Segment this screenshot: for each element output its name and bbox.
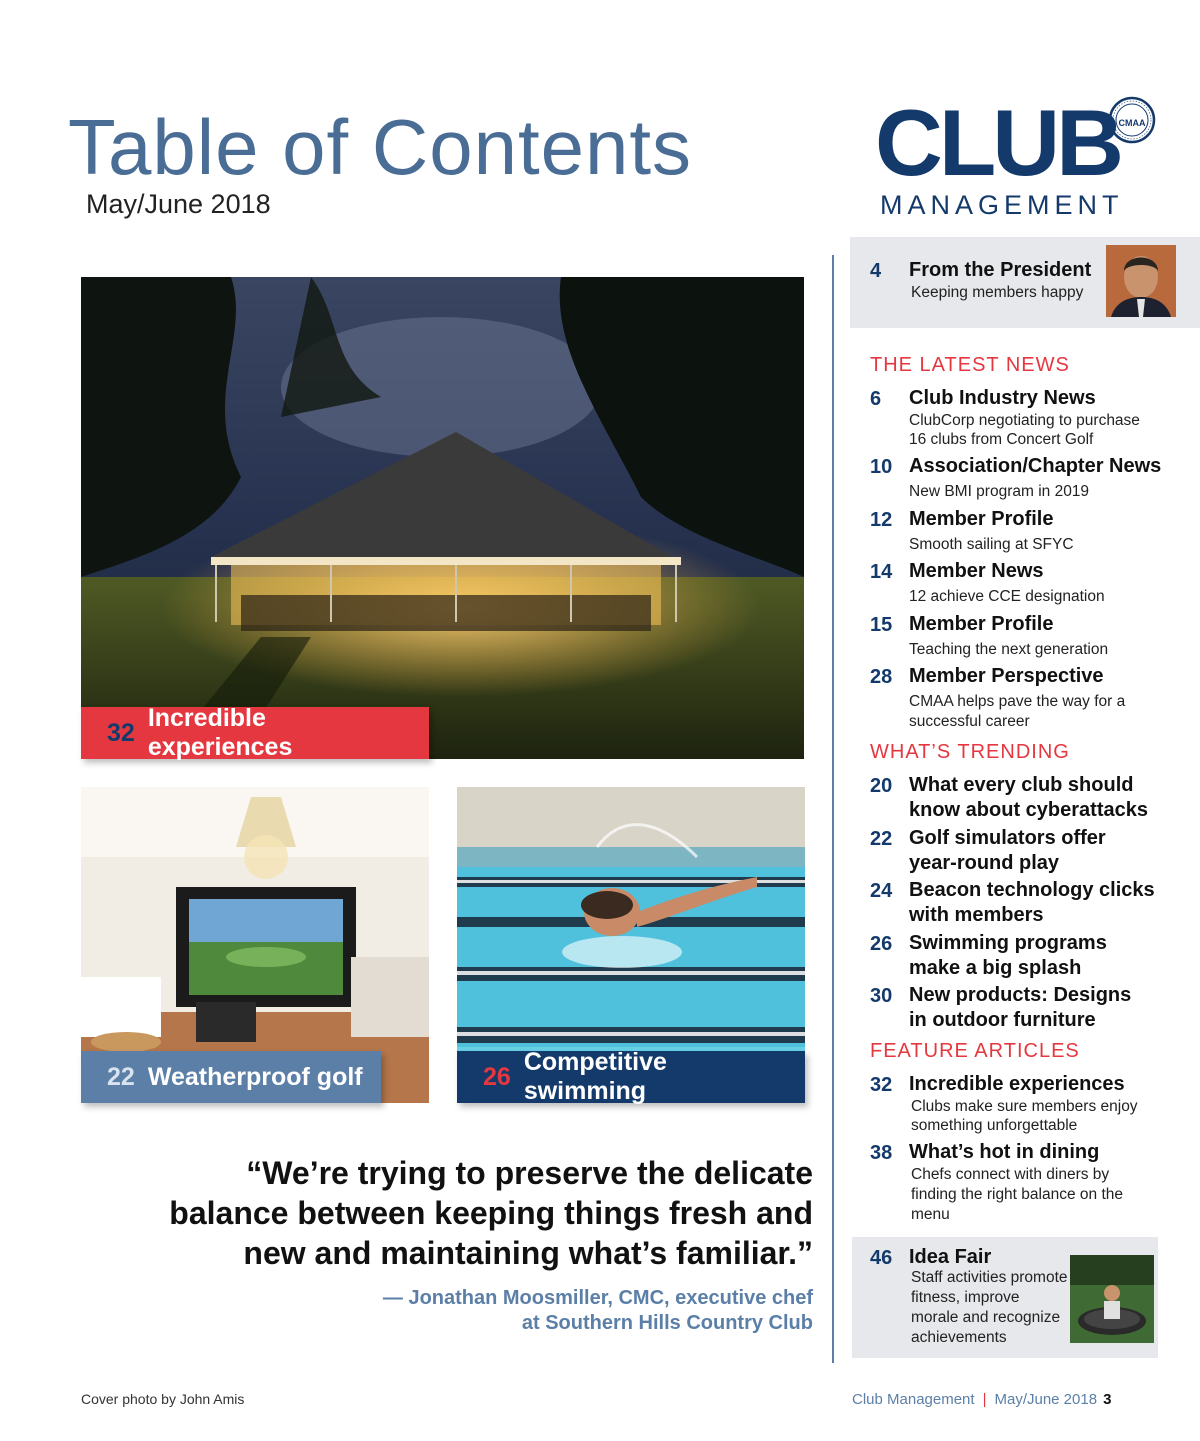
entry-title: Golf simulators offer <box>909 827 1106 849</box>
footer-page-number: 3 <box>1103 1391 1112 1408</box>
issue-date: May/June 2018 <box>86 189 271 219</box>
page-footer <box>852 1391 1111 1408</box>
entry-subtitle: finding the right balance on the <box>911 1186 1123 1203</box>
entry-subtitle: 12 achieve CCE designation <box>909 588 1105 605</box>
entry-subtitle: morale and recognize <box>911 1309 1061 1326</box>
section-heading-latest-news: THE LATEST NEWS <box>870 354 1070 376</box>
entry-page-number: 38 <box>870 1142 893 1164</box>
caption-label: Incredible experiences <box>147 704 293 761</box>
entry-title: Beacon technology clicks <box>909 879 1155 901</box>
footer-separator: | <box>982 1391 987 1408</box>
entry-subtitle: Teaching the next generation <box>909 641 1109 658</box>
entry-page-number: 15 <box>870 614 893 636</box>
entry-title: Association/Chapter News <box>909 455 1162 477</box>
entry-page-number: 22 <box>870 828 893 850</box>
pull-quote: “We’re trying to preserve the delicate balance between keeping things fresh and new and maintaining what’s familiar.” <box>169 1155 813 1271</box>
entry-title: From the President <box>909 259 1092 281</box>
caption-competitive-swimming[interactable] <box>457 1048 805 1105</box>
entry-page-number: 6 <box>870 388 882 410</box>
entry-title: Club Industry News <box>909 387 1096 409</box>
quote-attribution-line: — Jonathan Moosmiller, CMC, executive chef <box>382 1287 813 1309</box>
entry-title: in outdoor furniture <box>909 1009 1096 1031</box>
entry-subtitle: menu <box>911 1206 950 1223</box>
entry-subtitle: Keeping members happy <box>911 284 1084 301</box>
entry-title: Member Profile <box>909 613 1054 635</box>
entry-subtitle: Staff activities promote <box>911 1269 1068 1286</box>
caption-page-number: 32 <box>107 718 135 747</box>
entry-title: What’s hot in dining <box>909 1141 1100 1163</box>
footer-date: May/June 2018 <box>994 1391 1098 1408</box>
entry-title: Idea Fair <box>909 1246 992 1268</box>
entry-subtitle: New BMI program in 2019 <box>909 483 1090 500</box>
entry-title: make a big splash <box>909 957 1082 979</box>
caption-page-number: 22 <box>107 1062 135 1091</box>
entry-page-number: 32 <box>870 1074 893 1096</box>
entry-page-number: 14 <box>870 561 893 583</box>
page-title: Table of Contents <box>68 103 693 191</box>
footer-magazine-name: Club Management <box>852 1391 975 1408</box>
entry-title: know about cyberattacks <box>909 799 1148 821</box>
entry-subtitle: Chefs connect with diners by <box>911 1166 1110 1183</box>
entry-page-number: 10 <box>870 456 893 478</box>
column-divider <box>832 255 834 1363</box>
entry-page-number: 20 <box>870 775 893 797</box>
entry-title: Member Perspective <box>909 665 1104 687</box>
caption-label: Competitive swimming <box>523 1048 667 1105</box>
entry-subtitle: fitness, improve <box>911 1289 1020 1306</box>
caption-label: Weatherproof golf <box>147 1062 363 1091</box>
entry-title: Member Profile <box>909 508 1054 530</box>
entry-subtitle: CMAA helps pave the way for a <box>909 693 1126 710</box>
entry-subtitle: 16 clubs from Concert Golf <box>909 431 1094 448</box>
entry-title: Member News <box>909 560 1044 582</box>
photo-night-tent-event <box>81 277 804 759</box>
entry-page-number: 28 <box>870 666 893 688</box>
president-entry-box[interactable] <box>850 237 1200 328</box>
entry-title: Incredible experiences <box>909 1073 1125 1095</box>
section-heading-whats-trending: WHAT’S TRENDING <box>870 741 1070 763</box>
entry-title: New products: Designs <box>909 984 1132 1006</box>
entry-subtitle: something unforgettable <box>911 1117 1078 1134</box>
cmaa-seal-text: CMAA <box>1118 118 1146 128</box>
idea-fair-entry-box[interactable] <box>852 1237 1158 1358</box>
photo-credit: Cover photo by John Amis <box>81 1391 245 1407</box>
entry-page-number: 24 <box>870 880 893 902</box>
entry-title: What every club should <box>909 774 1134 796</box>
quote-attribution-line: at Southern Hills Country Club <box>521 1312 813 1334</box>
section-heading-feature-articles: FEATURE ARTICLES <box>870 1040 1080 1062</box>
entry-page-number: 30 <box>870 985 893 1007</box>
caption-page-number: 26 <box>483 1062 511 1091</box>
president-portrait <box>1106 245 1176 317</box>
logo-club-word: CLUB <box>875 90 1121 195</box>
entry-subtitle: Clubs make sure members enjoy <box>911 1098 1138 1115</box>
logo-management-word: MANAGEMENT <box>880 190 1124 220</box>
entry-page-number: 26 <box>870 933 893 955</box>
entry-subtitle: achievements <box>911 1329 1007 1346</box>
entry-subtitle: successful career <box>909 713 1030 730</box>
caption-weatherproof-golf[interactable] <box>81 1051 381 1103</box>
entry-page-number: 4 <box>870 260 882 282</box>
entry-subtitle: ClubCorp negotiating to purchase <box>909 412 1140 429</box>
caption-incredible-experiences[interactable] <box>81 704 429 761</box>
quote-attribution <box>300 1286 813 1336</box>
entry-title: year-round play <box>909 852 1060 874</box>
entry-title: with members <box>909 904 1044 926</box>
entry-page-number: 12 <box>870 509 893 531</box>
entry-title: Swimming programs <box>909 932 1107 954</box>
idea-fair-photo <box>1070 1255 1154 1343</box>
entry-page-number: 46 <box>870 1247 893 1269</box>
entry-subtitle: Smooth sailing at SFYC <box>909 536 1074 553</box>
